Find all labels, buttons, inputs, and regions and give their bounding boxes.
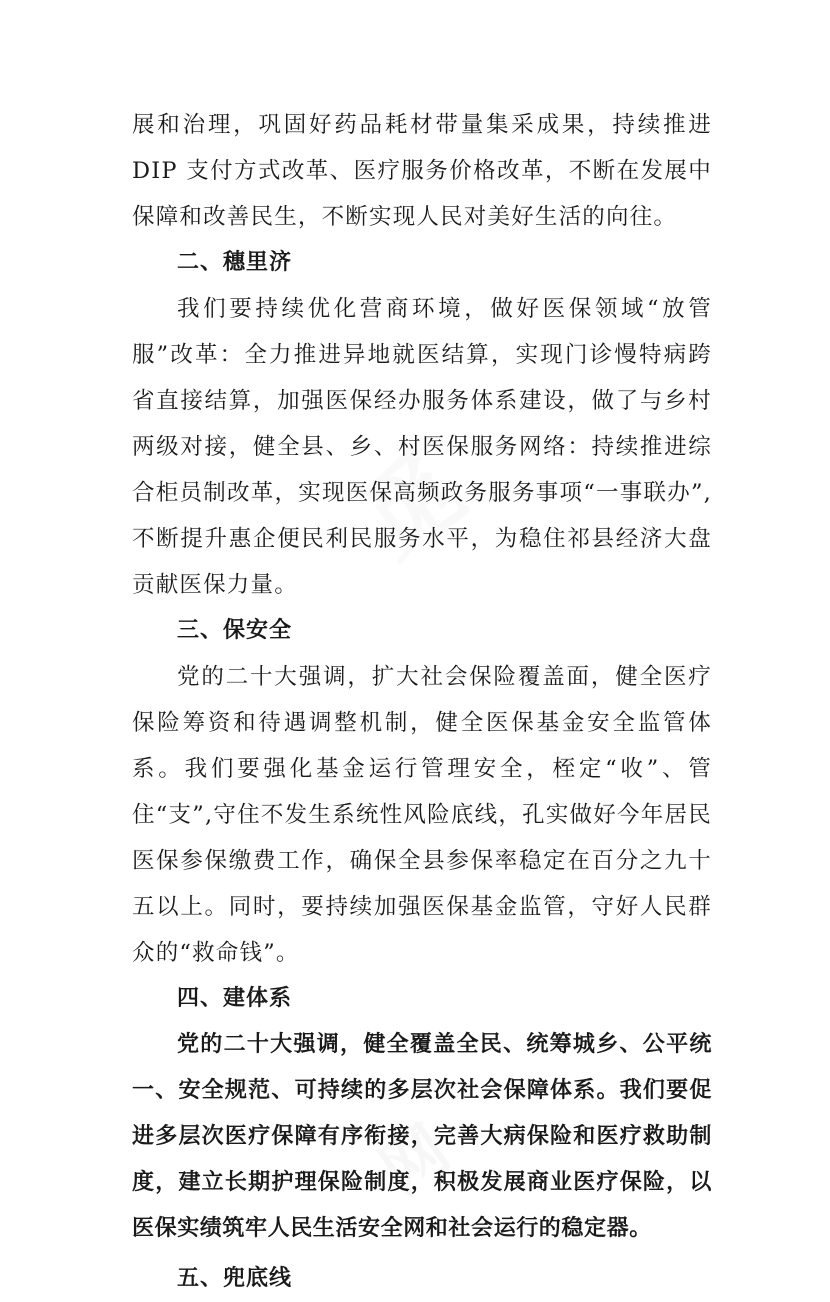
section-heading-3: 三、保安全 [177, 618, 293, 643]
section-heading-2: 二、穗里济 [177, 250, 293, 275]
document-body [132, 102, 712, 1302]
paragraph-section-2: 我们要持续优化营商环境，做好医保领域“放管服”改革：全力推进异地就医结算，实现门诊慢特病跨省直接结算，加强医保经办服务体系建设，做了与乡村两级对接，健全县、乡、村医保服务网络：持续推进综合柜员制改革，实现医保高频政务服务事项“一事联办”,不断提升惠企便民利民服务水平，为稳住祁县经济大盘贡献医保力量。 [132, 296, 712, 598]
paragraph-section-4: 党的二十大强调，健全覆盖全民、统筹城乡、公平统一、安全规范、可持续的多层次社会保障体系。我们要促进多层次医疗保障有序衔接，完善大病保险和医疗救助制度，建立长期护理保险制度，积极发展商业医疗保险，以医保实绩筑牢人民生活安全网和社会运行的稳定器。 [132, 1032, 712, 1241]
watermark: 觅 [340, 431, 484, 579]
section-heading-5: 五、兜底线 [177, 1266, 293, 1291]
watermark-bottom: 网 [368, 1112, 463, 1210]
paragraph-section-3: 党的二十大强调，扩大社会保险覆盖面，健全医疗保险筹资和待遇调整机制，健全医保基金安全监管体系。我们要强化基金运行管理安全，桎定“收”、管住“支”,守住不发生系统性风险底线，孔实做好今年居民医保参保缴费工作，确保全县参保率稳定在百分之九十五以上。同时，要持续加强医保基金监管，守好人民群众的“救命钱”。 [132, 664, 712, 966]
section-heading-4: 四、建体系 [177, 986, 293, 1011]
paragraph-intro: 展和治理，巩固好药品耗材带量集采成果，持续推进DIP 支付方式改革、医疗服务价格改革，不断在发展中保障和改善民生，不断实现人民对美好生活的向往。 [132, 112, 712, 230]
